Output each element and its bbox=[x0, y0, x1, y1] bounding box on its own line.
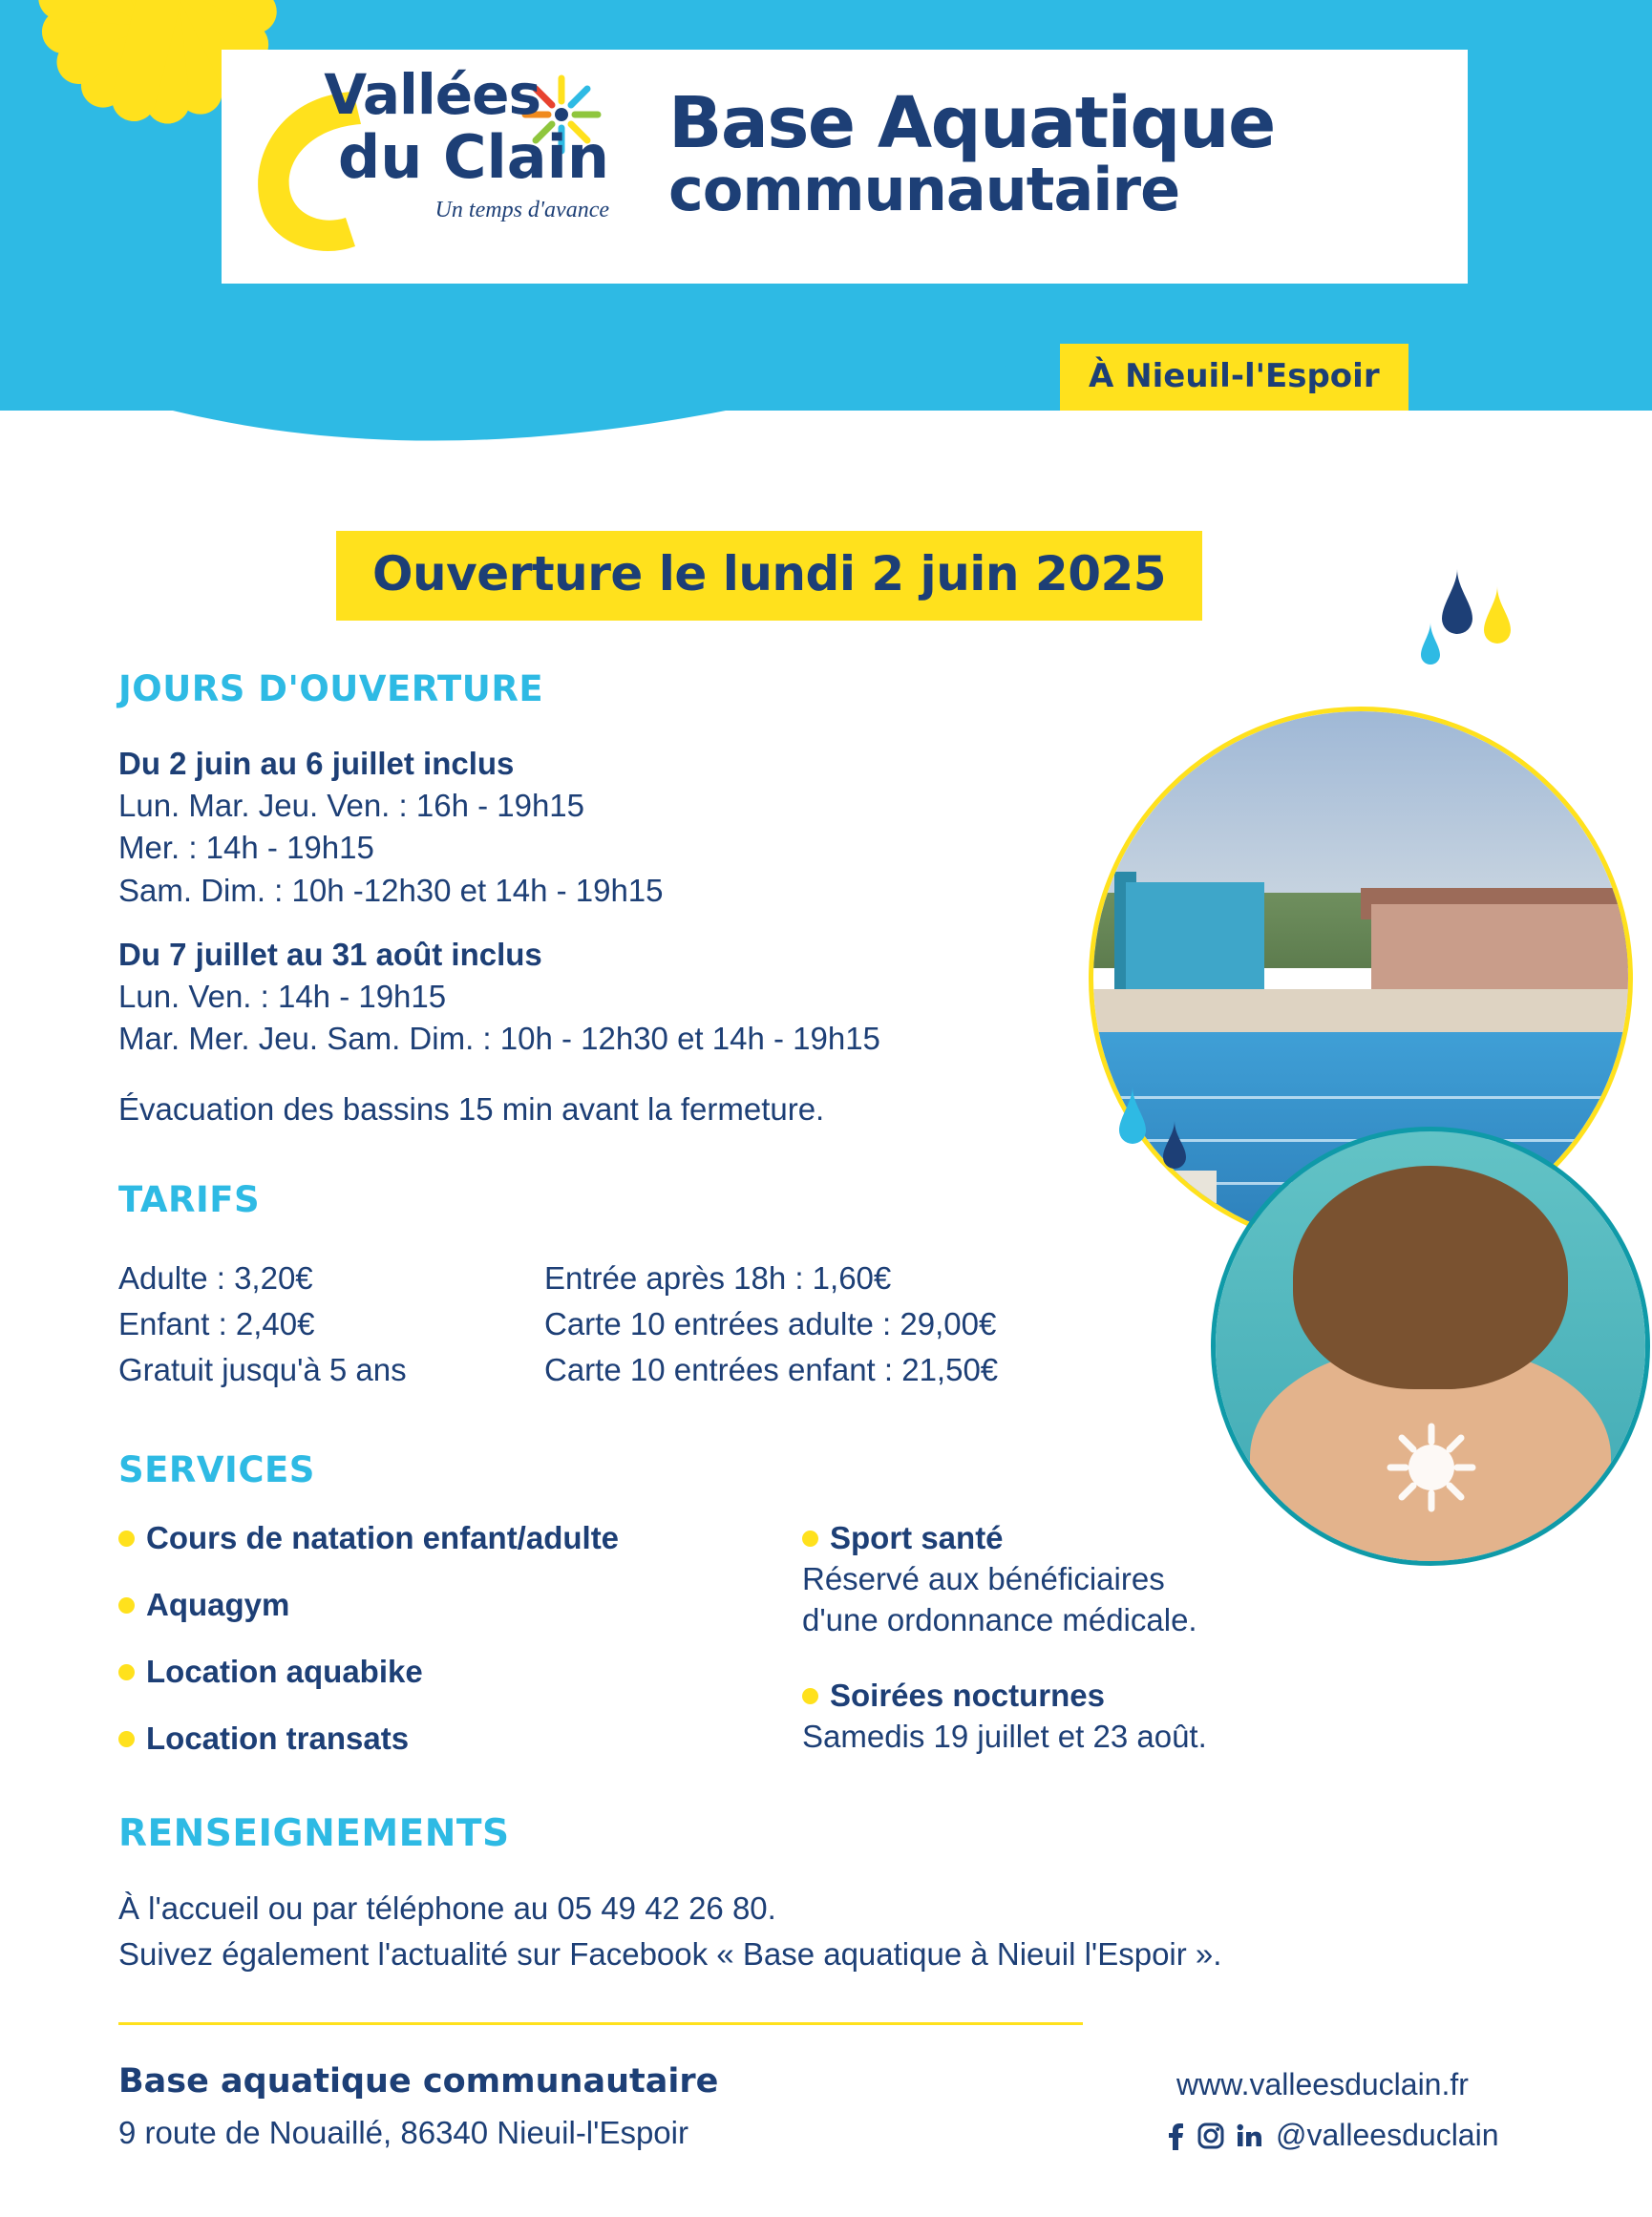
bullet-dot-icon bbox=[118, 1664, 135, 1680]
tarif-carte-enfant: Carte 10 entrées enfant : 21,50€ bbox=[544, 1351, 999, 1387]
service-detail-line-1: Samedis 19 juillet et 23 août. bbox=[802, 1718, 1207, 1754]
tarif-gratuit: Gratuit jusqu'à 5 ans bbox=[118, 1351, 407, 1387]
service-item-natation bbox=[118, 1518, 619, 1559]
service-item-aquabike bbox=[118, 1652, 423, 1693]
title-line-2: communautaire bbox=[668, 155, 1180, 225]
days-period-1 bbox=[118, 743, 664, 912]
tarif-carte-adulte: Carte 10 entrées adulte : 29,00€ bbox=[544, 1305, 997, 1341]
logo-line-1: Vallées bbox=[324, 62, 540, 127]
tarifs-column-1 bbox=[118, 1256, 407, 1393]
tarif-apres-18h: Entrée après 18h : 1,60€ bbox=[544, 1260, 892, 1296]
days-period-2 bbox=[118, 934, 880, 1061]
tarif-adulte: Adulte : 3,20€ bbox=[118, 1260, 313, 1296]
service-item-soirees bbox=[802, 1676, 1207, 1758]
location-badge: À Nieuil-l'Espoir bbox=[1060, 344, 1408, 411]
footer-divider bbox=[118, 2022, 1083, 2025]
section-title-tarifs: TARIFS bbox=[118, 1179, 261, 1220]
bullet-dot-icon bbox=[802, 1688, 818, 1704]
section-title-services: SERVICES bbox=[118, 1449, 315, 1490]
service-detail-line-2: d'une ordonnance médicale. bbox=[802, 1601, 1197, 1637]
footer-social bbox=[1165, 2118, 1499, 2153]
section-title-renseignements: RENSEIGNEMENTS bbox=[118, 1812, 510, 1855]
footer-social-handle: @valleesduclain bbox=[1276, 2118, 1499, 2152]
linkedin-icon[interactable] bbox=[1236, 2122, 1264, 2149]
title-line-1: Base Aquatique bbox=[668, 82, 1275, 164]
bullet-dot-icon bbox=[802, 1531, 818, 1547]
period-1-heading: Du 2 juin au 6 juillet inclus bbox=[118, 746, 515, 781]
tarifs-column-2 bbox=[544, 1256, 998, 1393]
footer-name: Base aquatique communautaire bbox=[118, 2062, 719, 2101]
vallees-du-clain-logo bbox=[250, 62, 632, 253]
child-photo bbox=[1211, 1127, 1650, 1566]
renseignements-text bbox=[118, 1886, 1221, 1977]
period-1-line-3: Sam. Dim. : 10h -12h30 et 14h - 19h15 bbox=[118, 872, 664, 908]
poster-header bbox=[0, 0, 1652, 482]
service-item-aquagym bbox=[118, 1585, 289, 1626]
period-2-line-2: Mar. Mer. Jeu. Sam. Dim. : 10h - 12h30 et 14h - 19h15 bbox=[118, 1021, 880, 1057]
section-title-days: JOURS D'OUVERTURE bbox=[118, 668, 544, 709]
bullet-dot-icon bbox=[118, 1731, 135, 1747]
logo-line-2: du Clain bbox=[337, 122, 609, 192]
footer-address: 9 route de Nouaillé, 86340 Nieuil-l'Espoir bbox=[118, 2115, 688, 2150]
period-1-line-1: Lun. Mar. Jeu. Ven. : 16h - 19h15 bbox=[118, 788, 585, 824]
service-label: Aquagym bbox=[146, 1587, 290, 1622]
water-splash-decoration-top bbox=[1413, 563, 1537, 668]
service-label: Soirées nocturnes bbox=[830, 1678, 1105, 1713]
instagram-icon[interactable] bbox=[1197, 2122, 1224, 2149]
period-1-line-2: Mer. : 14h - 19h15 bbox=[118, 830, 374, 866]
footer-website[interactable]: www.valleesduclain.fr bbox=[1176, 2067, 1469, 2101]
bullet-dot-icon bbox=[118, 1597, 135, 1614]
service-label: Sport santé bbox=[830, 1520, 1004, 1555]
period-2-line-1: Lun. Ven. : 14h - 19h15 bbox=[118, 979, 447, 1015]
renseignements-line-1: À l'accueil ou par téléphone au 05 49 42 26 80. bbox=[118, 1890, 776, 1926]
service-label: Cours de natation enfant/adulte bbox=[146, 1520, 620, 1555]
bullet-dot-icon bbox=[118, 1531, 135, 1547]
service-label: Location aquabike bbox=[146, 1654, 423, 1689]
renseignements-line-2: Suivez également l'actualité sur Facebook « Base aquatique à Nieuil l'Espoir ». bbox=[118, 1935, 1222, 1972]
sunscreen-sun-icon bbox=[1379, 1415, 1484, 1520]
logo-tagline: Un temps d'avance bbox=[434, 198, 609, 223]
days-note: Évacuation des bassins 15 min avant la fermeture. bbox=[118, 1091, 825, 1127]
opening-date-banner: Ouverture le lundi 2 juin 2025 bbox=[336, 531, 1202, 621]
water-splash-decoration-bottom bbox=[1108, 1079, 1222, 1174]
service-label: Location transats bbox=[146, 1721, 410, 1756]
tarif-enfant: Enfant : 2,40€ bbox=[118, 1305, 315, 1341]
service-item-transats bbox=[118, 1719, 409, 1760]
period-2-heading: Du 7 juillet au 31 août inclus bbox=[118, 937, 542, 972]
service-detail-line-1: Réservé aux bénéficiaires bbox=[802, 1560, 1165, 1596]
facebook-icon[interactable] bbox=[1165, 2122, 1186, 2150]
service-item-sport-sante bbox=[802, 1518, 1197, 1641]
page-title bbox=[668, 82, 1275, 225]
